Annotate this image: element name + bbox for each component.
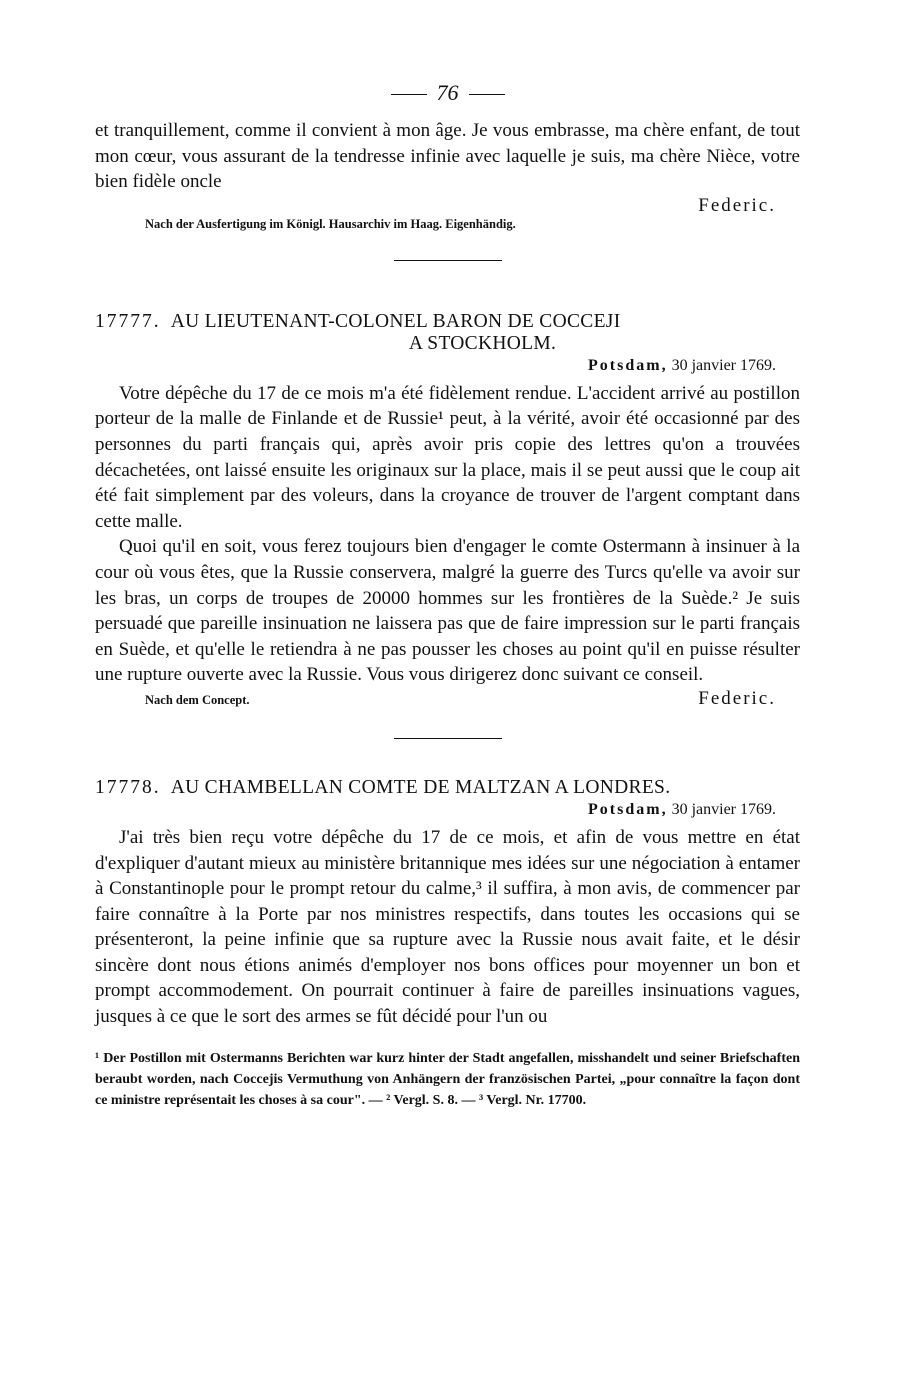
page xyxy=(95,80,800,1111)
letter-17778 xyxy=(95,777,800,1030)
closing-letter-text: et tranquillement, comme il convient à mon âge. Je vous embrasse, ma chère enfant, de tout mon cœur, vous assurant de la tendresse infinie avec laquelle je suis, ma chère Nièce, votre bien fidèle oncle xyxy=(95,120,800,193)
letter-number: 17778. xyxy=(95,776,161,798)
section-divider xyxy=(394,738,502,739)
section-divider xyxy=(394,260,502,261)
dash-right xyxy=(469,94,505,95)
letter-paragraph: Quoi qu'il en soit, vous ferez toujours bien d'engager le comte Ostermann à insinuer à la cour où vous êtes, que la Russie conservera, malgré la guerre des Turcs qu'elle va avoir sur les bras, un corps de troupes de 20000 hommes sur les frontières de la Suède.² Je suis persuadé que pareille insinuation ne laissera pas que de faire impression sur le parti français en Suède, et qu'elle le retiendra à ne pas pousser les choses au point qu'il en puisse résulter une rupture ouverte avec la Russie. Vous vous dirigerez donc suivant ce conseil. xyxy=(95,536,800,686)
letter-footer xyxy=(95,688,800,710)
source-note: Nach dem Concept. xyxy=(145,692,250,707)
letter-paragraph: J'ai très bien reçu votre dépêche du 17 de ce mois, et afin de vous mettre en état d'expliquer d'autant mieux au ministère britannique mes idées sur une négociation à entamer à Constantinople pour le prompt retour du calme,³ il suffira, à mon avis, de commencer par faire connaître à la Porte par nos ministres respectifs, dans toutes les occasions qui se présenteront, la peine infinie que sa rupture avec la Russie nous avait faite, et le désir sincère dont nous étions animés d'employer nos bons offices pour moyenner un bon et prompt accommodement. On pourrait continuer à faire de pareilles insinuations vagues, jusques à ce que le sort des armes se fût décidé pour l'un ou xyxy=(95,826,800,1028)
page-number: 76 xyxy=(95,80,800,106)
letter-recipient: AU CHAMBELLAN COMTE DE MALTZAN A LONDRES. xyxy=(170,776,671,798)
closing-source-note: Nach der Ausfertigung im Königl. Hausarchiv im Haag. Eigenhändig. xyxy=(145,216,516,231)
closing-signature: Federic. xyxy=(698,194,776,216)
letter-17777 xyxy=(95,311,800,710)
letter-recipient-location: A STOCKHOLM. xyxy=(408,332,557,354)
letter-recipient: AU LIEUTENANT-COLONEL BARON DE COCCEJI xyxy=(170,310,621,332)
letter-number: 17777. xyxy=(95,310,161,332)
dash-left xyxy=(391,94,427,95)
footnotes: ¹ Der Postillon mit Ostermanns Berichten war kurz hinter der Stadt angefallen, misshandelt und seiner Briefschaften beraubt worden, nach Coccejis Vermuthung von Anhängern der französischen Partei, „pour connaître la façon dont ce ministre représentait les choses à sa cour". — ² Vergl. S. 8. — ³ Vergl. Nr. 17700. xyxy=(95,1050,800,1108)
letter-dateline: Potsdam, 30 janvier 1769. xyxy=(588,356,776,374)
letter-heading xyxy=(95,777,800,799)
letter-paragraph: Votre dépêche du 17 de ce mois m'a été fidèlement rendue. L'accident arrivé au postillon porteur de la malle de Finlande et de Russie¹ peut, à la vérité, avoir été occasionné par des personnes du parti français qui, après avoir pris copie des lettres qu'on a trouvées décachetées, ont laissé ensuite les originaux sur la place, mais il se peut aussi que le coup ait été fait simplement par des voleurs, dans la croyance de trouver de l'argent comptant dans cette malle. xyxy=(95,382,800,532)
letter-heading xyxy=(95,311,800,333)
signature: Federic. xyxy=(698,687,776,709)
letter-dateline: Potsdam, 30 janvier 1769. xyxy=(588,800,776,818)
